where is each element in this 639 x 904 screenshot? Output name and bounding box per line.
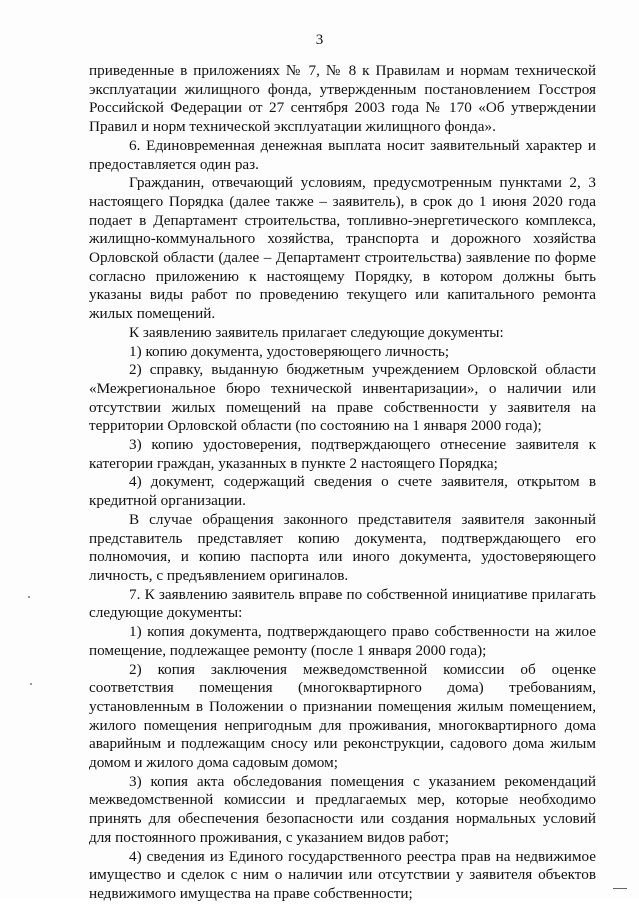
scan-speck (28, 596, 30, 598)
list-item-2: 2) справку, выданную бюджетным учреждением Орловской области «Межрегиональное бюро технической инвентаризации», о наличии или отсутствии жилых помещений на праве собственности у заявителя на территории Орловской области (по состоянию на 1 января 2000 года); (89, 361, 596, 435)
paragraph-item-7: 7. К заявлению заявитель вправе по собственной инициативе прилагать следующие документы: (89, 585, 596, 622)
paragraph-continuation: приведенные в приложениях № 7, № 8 к Правилам и нормам технической эксплуатации жилищного фонда, утвержденным постановлением Госстроя Российской Федерации от 27 сентября 2003 года № 170 «Об утверждении Правил и норм технической эксплуатации жилищного фонда». (89, 62, 596, 136)
paragraph-item-6: 6. Единовременная денежная выплата носит заявительный характер и предоставляется один раз. (89, 136, 596, 173)
paragraph-legal-representative: В случае обращения законного представителя заявителя законный представитель представляет копию документа, подтверждающего его полномочия, и копию паспорта или иного документа, удостоверяющего личность, с предъявлением оригиналов. (89, 510, 596, 584)
optional-list-item-1: 1) копия документа, подтверждающего право собственности на жилое помещение, подлежащее ремонту (после 1 января 2000 года); (89, 623, 596, 659)
paragraph-applicant: Гражданин, отвечающий условиям, предусмотренным пунктами 2, 3 настоящего Порядка (далее также – заявитель), в срок до 1 июня 2020 года подает в Департамент строительства, топливно-энергетического комплекса, жилищно-коммунального хозяйства, транспорта и дорожного хозяйства Орловской области (далее – Департамент строительства) заявление по форме согласно приложению к настоящему Порядку, в котором должны быть указаны виды работ по проведению текущего или капитального ремонта жилых помещений. (89, 174, 596, 323)
optional-list-item-4: 4) сведения из Единого государственного реестра прав на недвижимое имущество и сделок с ним о наличии или отсутствии у заявителя объектов недвижимого имущества на праве собственности; (89, 847, 596, 902)
list-item-1: 1) копию документа, удостоверяющего личность; (129, 342, 450, 360)
scan-speck (30, 683, 32, 685)
scan-edge-mark (613, 888, 627, 889)
optional-list-item-3: 3) копия акта обследования помещения с указанием рекомендаций межведомственной комиссии и предлагаемых мер, которые необходимо принять для обеспечения безопасности или создания нормальных условий для постоянного проживания, с указанием видов работ; (89, 772, 596, 846)
list-item-3: 3) копию удостоверения, подтверждающего отнесение заявителя к категории граждан, указанных в пункте 2 настоящего Порядка; (89, 436, 596, 472)
list-item-4: 4) документ, содержащий сведения о счете заявителя, открытом в кредитной организации. (89, 473, 596, 510)
optional-list-item-2: 2) копия заключения межведомственной комиссии об оценке соответствия помещения (многоквартирного дома) требованиям, установленным в Положении о признании помещения жилым помещением, жилого помещения непригодным для проживания, многоквартирного дома аварийным и подлежащим сносу или реконструкции, садового дома жилым домом и жилого дома садовым домом; (89, 660, 596, 772)
document-body (89, 62, 596, 904)
paragraph-documents-intro: К заявлению заявитель прилагает следующие документы: (129, 323, 504, 341)
page-number: 3 (315, 32, 324, 48)
